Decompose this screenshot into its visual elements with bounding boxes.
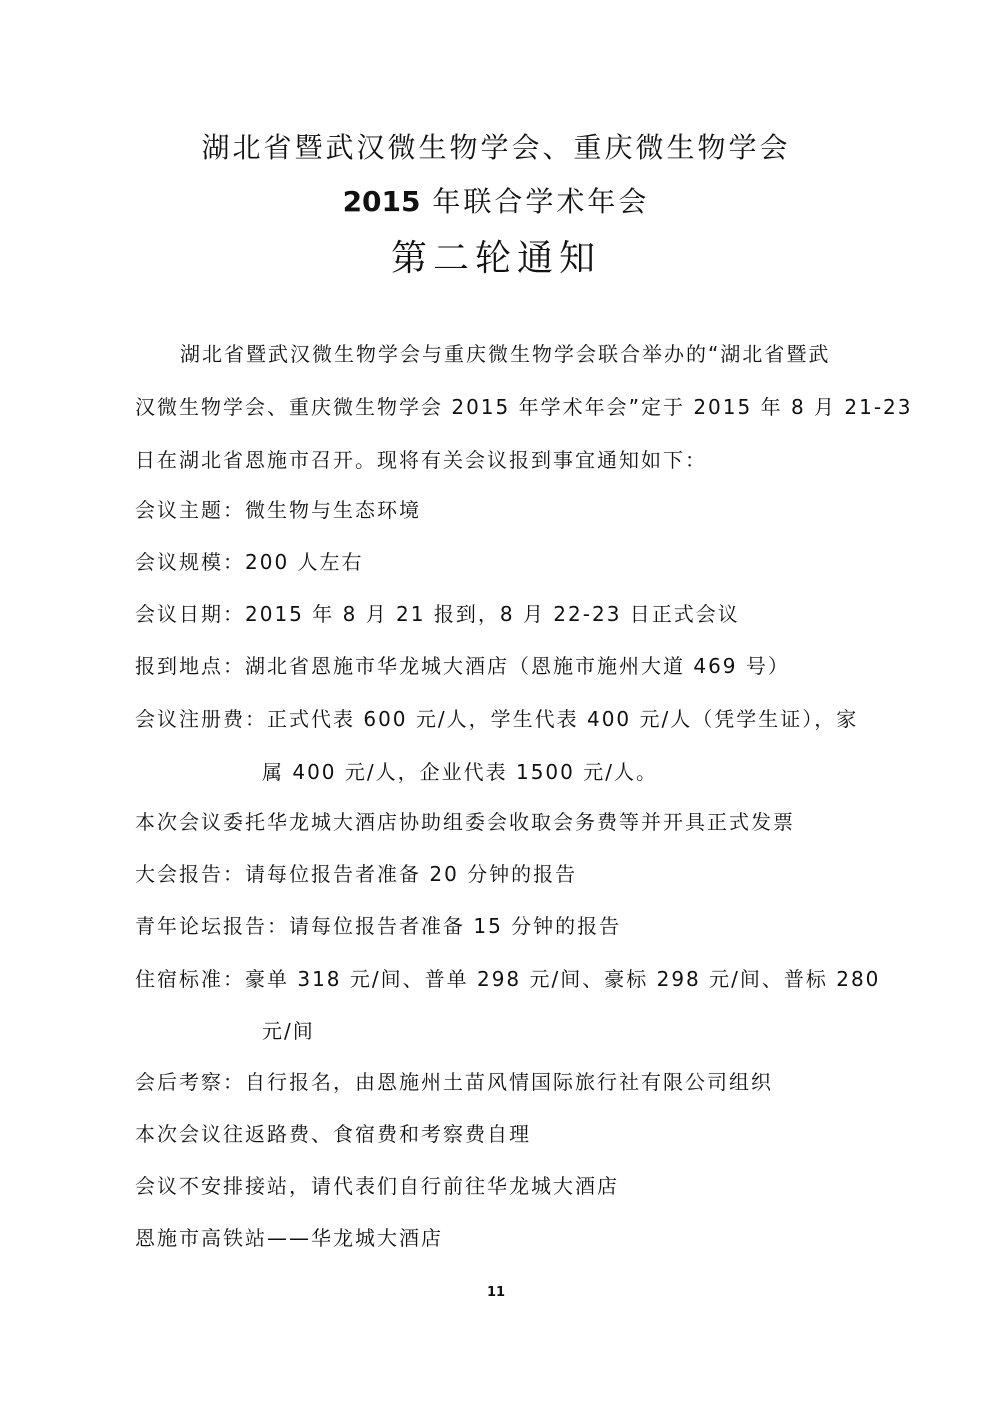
lodging-standard-line-2: 元/间 xyxy=(262,1019,315,1043)
registration-fee-line-1: 会议注册费：正式代表 600 元/人，学生代表 400 元/人（凭学生证），家 xyxy=(135,707,859,731)
title-line-1: 湖北省暨武汉微生物学会、重庆微生物学会 xyxy=(201,131,791,164)
intro-line-2: 汉微生物学会、重庆微生物学会 2015 年学术年会”定于 2015 年 8 月 21-23 xyxy=(135,395,913,419)
meeting-date: 会议日期：2015 年 8 月 21 报到，8 月 22-23 日正式会议 xyxy=(135,602,740,626)
notice-heading: 第二轮通知 xyxy=(390,238,601,279)
route-heading: 恩施市高铁站——华龙城大酒店 xyxy=(135,1226,443,1250)
registration-location: 报到地点：湖北省恩施市华龙城大酒店（恩施市施州大道 469 号） xyxy=(135,654,790,678)
meeting-scale: 会议规模：200 人左右 xyxy=(135,550,364,574)
lodging-standard-line-1: 住宿标准：豪单 318 元/间、普单 298 元/间、豪标 298 元/间、普标 280 xyxy=(135,967,881,991)
plenary-report: 大会报告：请每位报告者准备 20 分钟的报告 xyxy=(135,862,578,886)
intro-line-3: 日在湖北省恩施市召开。现将有关会议报到事宜通知如下： xyxy=(135,448,707,472)
expenses-note: 本次会议往返路费、食宿费和考察费自理 xyxy=(135,1122,531,1146)
fee-entrust-note: 本次会议委托华龙城大酒店协助组委会收取会务费等并开具正式发票 xyxy=(135,810,795,834)
intro-line-1: 湖北省暨武汉微生物学会与重庆微生物学会联合举办的“湖北省暨武 xyxy=(180,342,831,366)
meeting-theme: 会议主题：微生物与生态环境 xyxy=(135,498,421,522)
title-line-2-text: 年联合学术年会 xyxy=(420,185,650,218)
title-line-2 xyxy=(0,180,992,220)
pickup-note: 会议不安排接站，请代表们自行前往华龙城大酒店 xyxy=(135,1174,619,1198)
youth-forum-report: 青年论坛报告：请每位报告者准备 15 分钟的报告 xyxy=(135,914,622,938)
post-meeting-tour: 会后考察：自行报名，由恩施州土苗风情国际旅行社有限公司组织 xyxy=(135,1070,773,1094)
title-year: 2015 xyxy=(342,185,421,218)
registration-fee-line-2: 属 400 元/人，企业代表 1500 元/人。 xyxy=(262,760,658,784)
page-number: 11 xyxy=(486,1285,506,1300)
